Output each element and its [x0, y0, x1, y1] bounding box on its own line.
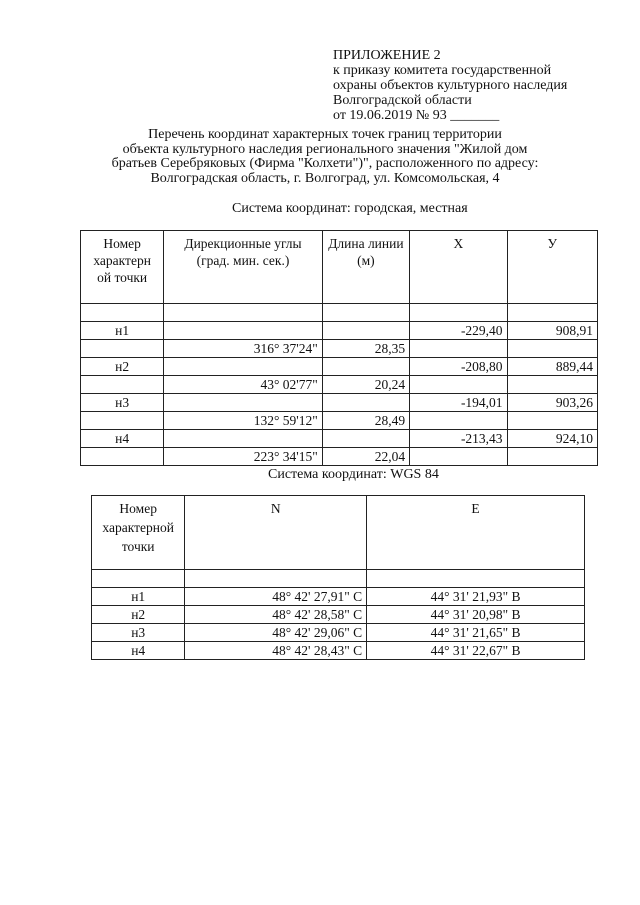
y-value: 908,91: [507, 322, 597, 340]
y-value: 889,44: [507, 358, 597, 376]
table-row: [92, 642, 585, 660]
latitude: 48° 42' 28,58" С: [185, 606, 367, 624]
latitude: 48° 42' 27,91" С: [185, 588, 367, 606]
point-number: н2: [81, 358, 164, 376]
table-header-row: [92, 496, 585, 570]
table-row: [81, 412, 598, 430]
table-row: [92, 624, 585, 642]
appendix-line: ПРИЛОЖЕНИЕ 2: [333, 48, 441, 63]
direction-angle: 223° 34'15": [164, 448, 322, 466]
direction-angle: 132° 59'12": [164, 412, 322, 430]
header-y: У: [507, 231, 597, 304]
header-n: N: [185, 496, 367, 570]
header-line-length: Длина линии (м): [322, 231, 409, 304]
local-coordinates-table: [80, 230, 598, 466]
table-header-row: [81, 231, 598, 304]
title-line: Перечень координат характерных точек границ территории: [148, 127, 502, 142]
point-number: н3: [81, 394, 164, 412]
title-line: объекта культурного наследия регионального значения "Жилой дом: [122, 141, 528, 157]
point-number: н3: [92, 624, 185, 642]
appendix-line: к приказу комитета государственной: [333, 63, 552, 78]
appendix-line: Волгоградской области: [333, 93, 472, 108]
document-title: [80, 128, 570, 186]
table1-caption: Система координат: городская, местная: [232, 201, 468, 216]
table-row: [92, 606, 585, 624]
longitude: 44° 31' 22,67" В: [367, 642, 585, 660]
header-point-number: Номер характерн ой точки: [81, 231, 164, 304]
table-row: [81, 376, 598, 394]
longitude: 44° 31' 21,65" В: [367, 624, 585, 642]
point-number: н4: [92, 642, 185, 660]
wgs84-coordinates-table: [91, 495, 585, 660]
longitude: 44° 31' 21,93" В: [367, 588, 585, 606]
header-point-number: Номер характерной точки: [92, 496, 185, 570]
y-value: 903,26: [507, 394, 597, 412]
point-number: н1: [81, 322, 164, 340]
x-value: -194,01: [410, 394, 508, 412]
direction-angle: 316° 37'24": [164, 340, 322, 358]
y-value: 924,10: [507, 430, 597, 448]
table-row: [81, 394, 598, 412]
header-e: E: [367, 496, 585, 570]
table-row: [81, 430, 598, 448]
title-line: Волгоградская область, г. Волгоград, ул. Комсомольская, 4: [150, 170, 500, 186]
line-length: 28,35: [322, 340, 409, 358]
x-value: -208,80: [410, 358, 508, 376]
table-row: [81, 340, 598, 358]
spacer-row: [81, 304, 598, 322]
point-number: н2: [92, 606, 185, 624]
table-row: [81, 322, 598, 340]
line-length: 20,24: [322, 376, 409, 394]
appendix-line: охраны объектов культурного наследия: [333, 78, 568, 93]
latitude: 48° 42' 28,43" С: [185, 642, 367, 660]
header-direction-angles: Дирекционные углы (град. мин. сек.): [164, 231, 322, 304]
title-line: братьев Серебряковых (Фирма "Колхети")", расположенного по адресу:: [111, 156, 539, 171]
appendix-header: [333, 48, 567, 123]
spacer-row: [92, 570, 585, 588]
x-value: -213,43: [410, 430, 508, 448]
longitude: 44° 31' 20,98" В: [367, 606, 585, 624]
latitude: 48° 42' 29,06" С: [185, 624, 367, 642]
table2-caption: Система координат: WGS 84: [268, 467, 439, 482]
x-value: -229,40: [410, 322, 508, 340]
header-x: X: [410, 231, 508, 304]
point-number: н1: [92, 588, 185, 606]
table-row: [81, 358, 598, 376]
line-length: 28,49: [322, 412, 409, 430]
point-number: н4: [81, 430, 164, 448]
direction-angle: 43° 02'77": [164, 376, 322, 394]
table-row: [92, 588, 585, 606]
table-row: [81, 448, 598, 466]
appendix-line: от 19.06.2019 № 93 _______: [333, 108, 500, 123]
line-length: 22,04: [322, 448, 409, 466]
